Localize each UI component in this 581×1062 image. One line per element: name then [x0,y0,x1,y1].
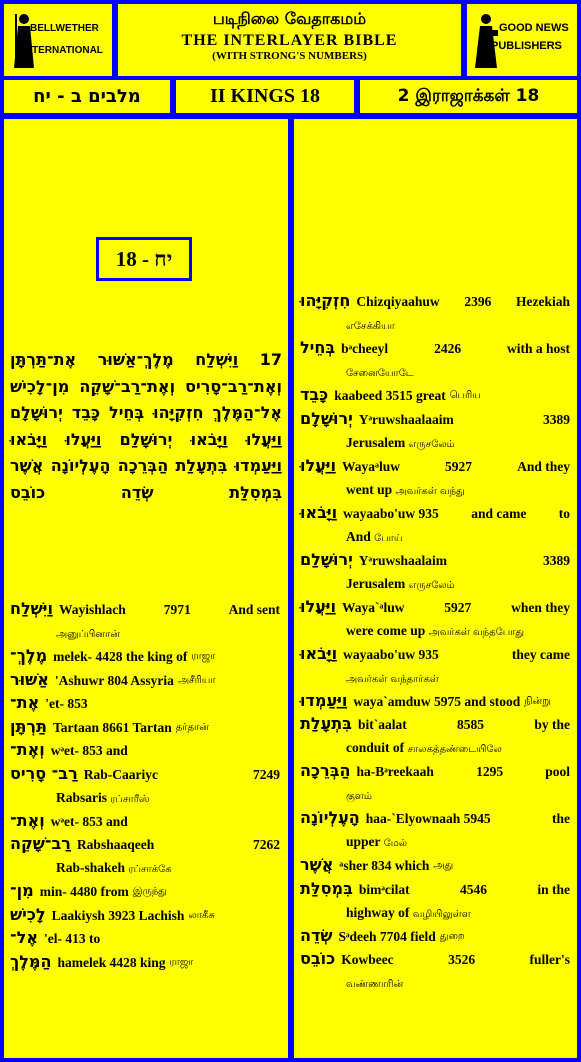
gloss-part: 'el- 413 to [43,931,101,946]
gloss-part: 7249 [253,766,280,782]
hebrew-word: לָכִישׁ [10,904,46,924]
tamil-gloss: அசீரியா [177,674,216,686]
gloss-part: waya`amduw 5975 and stood [353,693,521,709]
gloss-part: the [552,811,570,826]
gloss-part: min- 4480 from [39,884,129,899]
hebrew-word: רַב־ סָרִיס [10,763,78,783]
word-entry [10,597,280,646]
word-entry [10,668,280,692]
gloss-part: Rabshaaqeeh [76,837,155,852]
gloss-continuation: Jerusalem [346,434,406,450]
gloss-continuation: Jerusalem [346,575,406,591]
tamil-gloss: லாகீசு [188,909,215,921]
gloss-part: haa-`Elyownaah 5945 [365,811,491,826]
gloss-part: 2396 [464,294,492,309]
tamil-gloss: எருசலேம் [408,438,455,450]
hebrew-word: כָּבֵד [300,385,329,404]
hebrew-word: אֶל־ [10,928,38,947]
hebrew-word: וַיָּבֹאוּ [300,643,338,663]
gloss-part: when they [511,599,570,615]
hebrew-word: הַבְּרֵכָה [300,761,351,780]
word-entry [300,289,570,338]
book-bar-english [176,80,354,113]
tamil-gloss: ராஜா [191,651,216,662]
gloss-part: wᵊet- 853 and [50,813,128,829]
word-entry [300,336,570,385]
hebrew-word: חִזְקִיָּהוּ [300,291,351,310]
hebrew-word: אֶת־ [10,693,40,712]
gloss-part: Kowbeec [341,952,394,967]
gloss-part: And sent [228,602,280,617]
tamil-gloss: அவர்கள் வந்தார்கள் [346,673,439,685]
tamil-gloss: குளம் [346,791,372,802]
gloss-part: Hezekiah [516,294,570,309]
title-block [118,4,461,76]
word-entry [300,642,570,691]
gloss-part: hamelek 4428 king [57,954,166,970]
gloss-part: 3526 [448,952,476,967]
gloss-part: Chizqiyaahuw [356,294,440,309]
word-entry [300,806,570,855]
word-entry [10,903,280,927]
hebrew-word: וַיַּעֲלוּ [300,455,337,475]
hebrew-word: מֶלֶךְ־ [10,646,48,665]
word-entry [300,947,570,996]
hebrew-word: כוֹבֵס [300,949,336,968]
tamil-gloss: அவர்கள் வந்து [395,485,465,497]
word-entry [300,595,570,644]
gloss-part: 2426 [434,341,462,356]
gloss-part: pool [545,764,570,779]
right-column [294,119,577,1058]
gloss-part: 4546 [459,881,487,897]
gloss-part: Tartaan 8661 Tartan [52,719,172,735]
logo-text-line2: INTERNATIONAL [22,45,103,56]
hebrew-word: אֲשֶׁר [300,855,334,874]
tamil-gloss: அனுப்பினான் [56,629,120,640]
word-entry [10,715,280,739]
gloss-part: Yᵊruwshaalaim [358,552,448,568]
gloss-part: Yᵊruwshaalaaim [358,411,454,427]
page-subtitle: (WITH STRONG'S NUMBERS) [212,50,367,62]
word-entry [300,759,570,808]
gloss-part: ha-Bᵊreekaah [356,764,434,779]
gloss-part: ᵃsher 834 which [339,858,430,873]
hebrew-word: יְרוּשָׁלִָם [300,408,353,428]
hebrew-word: מִן־ [10,881,34,900]
hebrew-word: שְׂדֵה [300,925,333,945]
word-entry [10,691,280,715]
english-book-label: II KINGS 18 [209,85,321,107]
hebrew-word: הַמֶּלֶךְ [10,951,52,971]
gloss-continuation: And [346,528,371,544]
chapter-label: יח - 18 [96,237,192,281]
word-entry [300,501,570,550]
tamil-gloss: அவர்கள் வந்தபோது [428,626,525,638]
tamil-gloss: வண்ணாரின் [346,979,404,990]
gloss-part: 5927 [445,458,473,474]
word-entry [300,853,570,877]
logo-text-line1: GOOD NEWS [499,22,569,34]
gloss-part: they came [511,646,570,662]
tamil-gloss: ராஜா [169,956,194,968]
word-entry [10,644,280,668]
hebrew-word: וַיַּעַמְדוּ [300,690,348,710]
word-entry [300,924,570,948]
tamil-gloss: வழியிலுள்ள [412,908,471,920]
gloss-continuation: went up [346,481,393,497]
word-entry [300,689,570,713]
shepherd-figure-icon [12,12,36,70]
tamil-gloss: மேல் [383,838,408,849]
gloss-part: Wayaᵃluw [342,458,400,474]
gloss-part: 5927 [444,599,472,615]
gloss-part: Waya`ᵃluw [342,599,405,615]
hebrew-word: בִּתְעָלַת [300,714,352,733]
hebrew-word: אַשּׁוּר [10,669,49,689]
tamil-gloss: நின்று [524,695,551,707]
gloss-part: 'et- 853 [45,696,88,711]
gloss-part: wayaabo'uw 935 [343,505,439,521]
tamil-title: படிநிலை வேதாகமம் [212,9,367,28]
tamil-gloss: இருந்து [132,886,167,897]
gloss-continuation: Rab-shakeh [56,860,126,875]
gloss-part: to [558,505,570,521]
gloss-part: by the [534,717,570,732]
hebrew-word: הָעֶלְיוֹנָה [300,808,360,827]
tamil-book-label: 2 இராஜாக்கள் 18 [397,86,540,106]
tamil-gloss: ரப்சாக்கே [128,864,172,875]
gloss-part: wᵊet- 853 and [50,743,128,758]
gloss-part: and came [471,505,527,521]
hebrew-book-label: מלבים ב - יח [33,86,141,107]
gloss-part: melek- 4428 the king of [53,649,188,664]
gloss-part: Wayishlach [59,602,126,617]
word-entry [10,832,280,881]
word-entry [300,383,570,407]
tamil-gloss: சேனையோடே [346,368,414,379]
gloss-part: bᵊcheeyl [341,341,389,356]
gloss-part: with a host [506,341,570,356]
gloss-part: kaabeed 3515 great [334,388,446,403]
gloss-part: 7262 [253,837,280,852]
hebrew-word: וְאֶת־ [10,810,45,830]
gloss-part: Rab-Caariyc [83,766,158,782]
hebrew-word: וַיַּעֲלוּ [300,596,337,616]
gloss-part: bit`aalat [357,717,407,732]
gloss-part: 3389 [543,411,570,427]
gloss-part: 7971 [163,602,191,617]
word-entry [300,548,570,597]
gloss-part: 8585 [457,717,485,732]
tamil-gloss: துறை [439,930,465,942]
gloss-part: Sᵊdeeh 7704 field [338,928,436,944]
hebrew-word: וַיָּבֹאוּ [300,502,338,522]
gloss-continuation: highway of [346,904,410,920]
book-bar-hebrew [4,80,170,113]
book-bar-tamil [360,80,577,113]
tamil-gloss: சாலகத்தண்டையிலே [407,744,502,755]
tamil-gloss: எசேக்கியா [346,321,395,332]
hebrew-word: בְּחֵיל [300,338,336,357]
hebrew-word: וַיִּשְׁלַח [10,599,54,618]
gloss-continuation: upper [346,834,381,849]
gloss-part: 3389 [543,552,570,568]
word-entry [300,454,570,503]
hebrew-word: בִּמְסִלַּת [300,878,353,898]
bellwether-logo [4,4,112,76]
gloss-continuation: conduit of [346,740,405,755]
word-entry [10,762,280,811]
gloss-part: 1295 [476,764,504,779]
good-news-logo [467,4,577,76]
tamil-gloss: அது [433,860,454,871]
gloss-part: And they [517,458,570,474]
gloss-continuation: were come up [346,622,426,638]
word-entry [10,950,280,974]
logo-text-line2: PUBLISHERS [491,40,562,52]
left-column [4,119,288,1058]
word-entry [10,879,280,903]
hebrew-verse-text: 17 וַיִּשְׁלַח מֶלֶךְ־אַשּׁוּר אֶת־תַּרְתָּן וְאֶת־רַב־סָרִיס וְאֶת־רַב־שָׁקֵה מִן־לָכִישׁ אֶל־הַמֶּלֶךְ חִזְקִיָּהוּ בְּחֵיל כָּבֵד יְרוּשָׁלִָם וַיַּעֲלוּ וַיָּבֹאוּ יְרוּשָׁלִַם וַיַּעֲלוּ וַיָּבֹאוּ וַיַּעַמְדוּ בִּתְעָלַת הַבְּרֵכָה הָעֶלְיוֹנָה אֲשֶׁר בִּמְסִלַּת שְׂדֵה כוֹבֵס [10,350,282,502]
logo-text-line1: BELLWETHER [30,23,99,34]
tamil-gloss: போய் [374,532,403,544]
tamil-gloss: பெரிய [449,390,481,401]
word-entry [300,712,570,761]
hebrew-word: וְאֶת־ [10,740,45,759]
word-entry [10,926,280,950]
tamil-gloss: தர்தான் [175,721,209,733]
gloss-part: in the [537,881,570,897]
gloss-continuation: Rabsaris [56,789,108,805]
word-entry [10,809,280,833]
tamil-gloss: ரப்சாரீஸ் [110,793,150,805]
word-entry [300,407,570,456]
gloss-part: bimᵊcilat [358,881,410,897]
hebrew-word: רַב־שָׁקֵה [10,834,71,853]
gloss-part: wayaabo'uw 935 [343,646,439,662]
word-entry [300,877,570,926]
word-entry [10,738,280,762]
gloss-part: fuller's [529,952,570,967]
gloss-part: Laakiysh 3923 Lachish [51,907,185,923]
hebrew-word: יְרוּשָׁלִַם [300,549,353,569]
gloss-part: 'Ashuwr 804 Assyria [54,672,174,688]
page-title: THE INTERLAYER BIBLE [181,32,398,49]
hebrew-word: תַּרְתָּן [10,716,47,736]
tamil-gloss: எருசலேம் [408,579,455,591]
